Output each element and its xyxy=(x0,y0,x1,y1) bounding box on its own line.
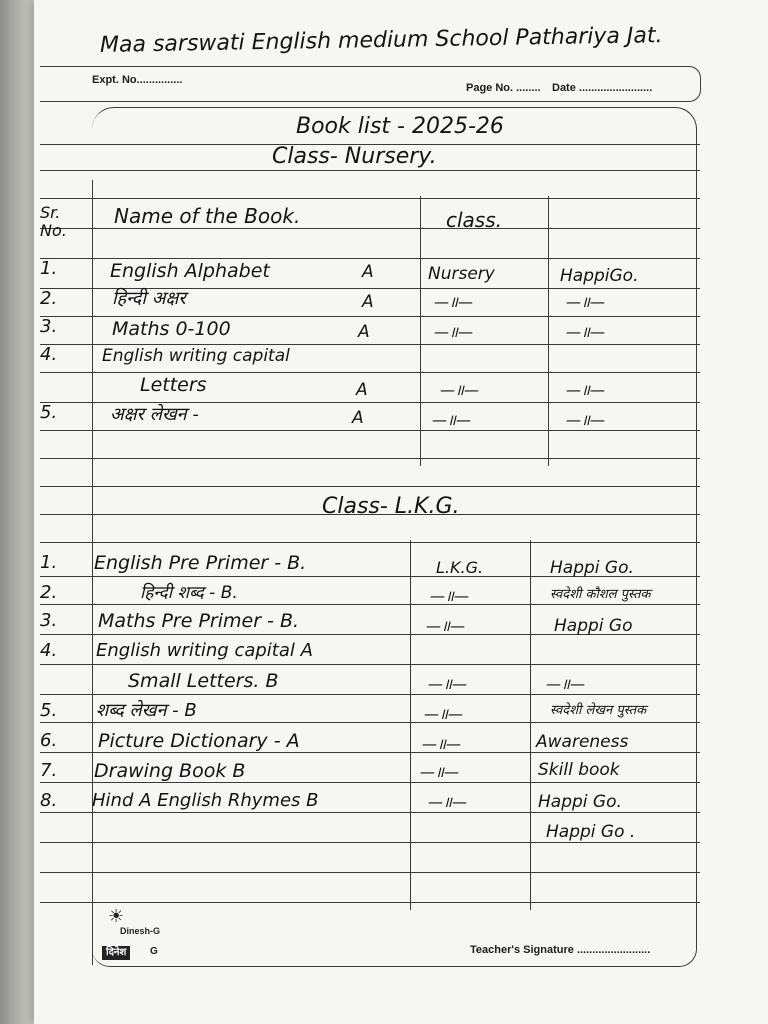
row-class: —॥— xyxy=(432,411,471,429)
row-book-name: अक्षर लेखन - xyxy=(110,404,199,425)
ruled-line xyxy=(40,458,700,459)
page-no: Page No. ........ xyxy=(466,82,541,94)
row-publisher: —॥— xyxy=(566,381,605,399)
row-sr: 8. xyxy=(40,790,58,811)
ruled-line xyxy=(40,694,700,695)
row-class: —॥— xyxy=(430,587,469,605)
row-class: —॥— xyxy=(434,323,473,341)
row-book-name: Maths Pre Primer - B. xyxy=(98,610,300,632)
class-column-line xyxy=(420,196,421,466)
row-book-name: English writing capital xyxy=(102,346,290,366)
row-class: L.K.G. xyxy=(436,558,484,577)
row-publisher: Happi Go. xyxy=(538,792,622,812)
sr-column-line xyxy=(92,180,93,965)
row-sr: 1. xyxy=(40,258,58,279)
nursery-class-heading: Class- Nursery. xyxy=(272,144,437,169)
ruled-line xyxy=(40,372,700,373)
ruled-line xyxy=(40,752,700,753)
row-class: —॥— xyxy=(422,735,461,753)
row-book-name: English writing capital A xyxy=(96,640,313,661)
row-book-name-line2: Letters xyxy=(140,374,207,396)
row-publisher: स्वदेशी कौशल पुस्तक xyxy=(550,587,651,602)
ruled-line xyxy=(40,316,700,317)
sun-icon: ☀ xyxy=(108,906,125,927)
row-book-name: हिन्दी शब्द - B. xyxy=(140,583,238,603)
row-publisher: Awareness xyxy=(536,732,629,752)
expt-no: Expt. No............... xyxy=(92,74,183,86)
row-publisher: Happi Go. xyxy=(550,558,634,578)
lkg-class-heading: Class- L.K.G. xyxy=(322,494,460,519)
ruled-line xyxy=(40,344,700,345)
row-book-name: Picture Dictionary - A xyxy=(98,730,300,752)
row-sr: 2. xyxy=(40,288,58,309)
sr-no-header: Sr. No. xyxy=(40,203,67,240)
school-name: Maa sarswati English medium School Pathariya Jat. xyxy=(99,23,663,58)
row-publisher-line2: Happi Go . xyxy=(546,822,636,842)
ruled-line xyxy=(40,542,700,543)
row-class: —॥— xyxy=(440,381,479,399)
row-book-name: हिन्दी अक्षर xyxy=(112,288,186,309)
row-sr: 4. xyxy=(40,640,58,661)
row-book-name: Hind A English Rhymes B xyxy=(92,790,319,811)
row-class: —॥— xyxy=(428,793,467,811)
book-name-header: Name of the Book. xyxy=(114,204,301,228)
row-grade: A xyxy=(362,292,374,312)
row-book-name: English Pre Primer - B. xyxy=(94,552,307,574)
row-book-name: Drawing Book B xyxy=(94,760,246,782)
ruled-line xyxy=(40,486,700,487)
logo-g: G xyxy=(150,946,158,957)
row-book-name: English Alphabet xyxy=(110,260,270,282)
row-sr: 7. xyxy=(40,760,58,781)
row-grade: A xyxy=(356,380,368,400)
row-class: —॥— xyxy=(426,617,465,635)
row-publisher: —॥— xyxy=(566,293,605,311)
row-publisher: Happi Go xyxy=(554,616,633,636)
row-publisher: —॥— xyxy=(546,675,585,693)
publisher-column-line xyxy=(548,196,549,466)
row-sr: 5. xyxy=(40,402,58,423)
ruled-line xyxy=(40,604,700,605)
row-grade: A xyxy=(362,262,374,282)
row-publisher: स्वदेशी लेखन पुस्तक xyxy=(550,703,647,718)
logo-hindi: दिनेश xyxy=(102,946,130,960)
date-field: Date ........................ xyxy=(552,82,653,94)
ruled-line xyxy=(40,664,700,665)
ruled-line xyxy=(40,872,700,873)
row-sr: 5. xyxy=(40,700,58,721)
row-sr: 4. xyxy=(40,344,58,365)
teacher-signature: Teacher's Signature ........................ xyxy=(470,944,651,956)
row-sr: 1. xyxy=(40,552,58,573)
row-class: —॥— xyxy=(428,675,467,693)
ruled-line xyxy=(40,812,700,813)
row-class: —॥— xyxy=(420,763,459,781)
row-class: —॥— xyxy=(424,705,463,723)
row-sr: 3. xyxy=(40,610,58,631)
row-publisher: HappiGo. xyxy=(560,266,639,286)
row-book-name-line2: Small Letters. B xyxy=(128,670,279,692)
publisher-column-line-2 xyxy=(530,540,531,910)
row-grade: A xyxy=(352,408,364,428)
ruled-line xyxy=(40,170,700,171)
row-sr: 3. xyxy=(40,316,58,337)
row-publisher: Skill book xyxy=(538,760,620,780)
row-class: Nursery xyxy=(428,264,495,284)
row-publisher: —॥— xyxy=(566,411,605,429)
row-class: —॥— xyxy=(434,293,473,311)
row-sr: 6. xyxy=(40,730,58,751)
ruled-line xyxy=(40,842,700,843)
logo-name: Dinesh-G xyxy=(120,926,161,936)
ruled-line xyxy=(40,430,700,431)
ruled-line xyxy=(40,902,700,903)
row-publisher: —॥— xyxy=(566,323,605,341)
row-book-name: शब्द लेखन - B xyxy=(96,700,197,721)
row-grade: A xyxy=(358,322,370,342)
class-header: class. xyxy=(446,208,503,232)
ruled-line xyxy=(40,258,700,259)
ruled-line xyxy=(40,228,700,229)
book-list-title: Book list - 2025-26 xyxy=(296,114,504,139)
ruled-line xyxy=(40,722,700,723)
row-sr: 2. xyxy=(40,582,58,603)
class-column-line-2 xyxy=(410,540,411,910)
ruled-line xyxy=(40,782,700,783)
ruled-line xyxy=(40,198,700,199)
row-book-name: Maths 0-100 xyxy=(112,318,231,340)
